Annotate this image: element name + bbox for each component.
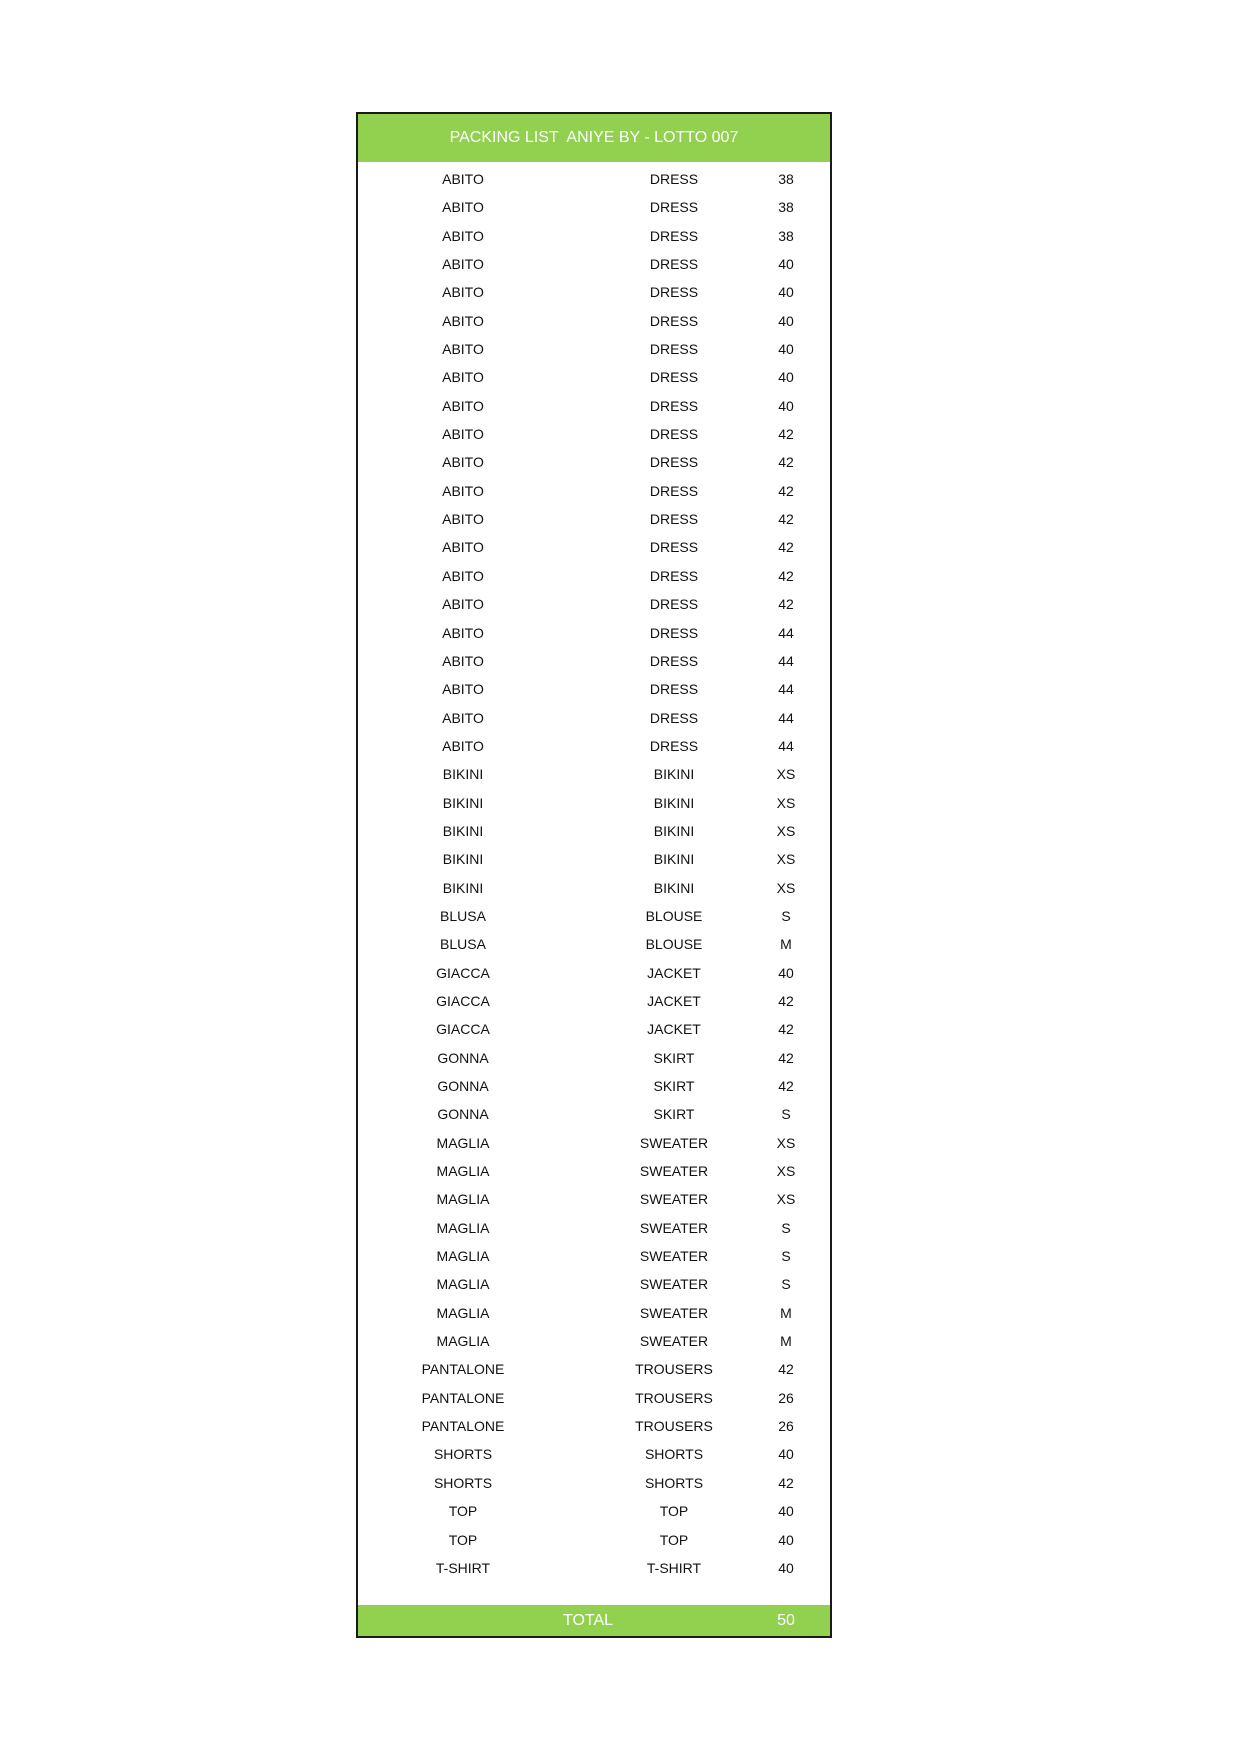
item-size: 40 <box>778 284 794 301</box>
item-name-en: SKIRT <box>653 1106 695 1123</box>
table-row <box>358 1270 830 1298</box>
item-size: 42 <box>778 1021 794 1038</box>
item-name-en: SWEATER <box>639 1163 709 1180</box>
item-name-en: BLOUSE <box>645 907 703 924</box>
table-row <box>358 335 830 363</box>
item-size: 40 <box>778 1446 794 1463</box>
table-row <box>358 533 830 561</box>
table-row <box>358 1100 830 1128</box>
item-size: 26 <box>778 1418 794 1435</box>
item-name-it: GIACCA <box>436 1021 490 1038</box>
item-name-it: BIKINI <box>442 822 484 839</box>
table-row <box>358 1129 830 1157</box>
item-size: 44 <box>778 737 794 754</box>
item-size: 38 <box>778 199 794 216</box>
table-row <box>358 760 830 788</box>
table-row <box>358 817 830 845</box>
table-row <box>358 987 830 1015</box>
item-size: 40 <box>778 1559 794 1576</box>
item-name-en: SWEATER <box>639 1304 709 1321</box>
item-name-it: MAGLIA <box>436 1248 490 1265</box>
item-name-en: DRESS <box>649 256 699 273</box>
item-name-en: DRESS <box>649 624 699 641</box>
table-row <box>358 902 830 930</box>
item-name-en: TROUSERS <box>635 1418 713 1435</box>
item-name-it: GIACCA <box>436 964 490 981</box>
item-name-en: DRESS <box>649 341 699 358</box>
item-name-en: DRESS <box>649 227 699 244</box>
item-name-en: DRESS <box>649 199 699 216</box>
item-name-it: MAGLIA <box>436 1191 490 1208</box>
table-row <box>358 193 830 221</box>
item-name-it: BIKINI <box>442 879 484 896</box>
table-row <box>358 477 830 505</box>
table-row <box>358 1044 830 1072</box>
table-row <box>358 392 830 420</box>
item-name-it: ABITO <box>442 369 484 386</box>
item-name-it: ABITO <box>442 652 484 669</box>
table-row <box>358 1157 830 1185</box>
table-row <box>358 959 830 987</box>
item-name-it: GIACCA <box>436 992 490 1009</box>
item-size: 42 <box>778 1474 794 1491</box>
item-name-en: TROUSERS <box>635 1389 713 1406</box>
item-name-en: SKIRT <box>653 1049 695 1066</box>
table-row <box>358 789 830 817</box>
item-name-it: ABITO <box>442 567 484 584</box>
table-row <box>358 1526 830 1554</box>
item-name-en: SWEATER <box>639 1134 709 1151</box>
item-size: 40 <box>778 964 794 981</box>
item-size: 42 <box>778 482 794 499</box>
table-row <box>358 420 830 448</box>
item-name-it: MAGLIA <box>436 1333 490 1350</box>
item-size: 42 <box>778 596 794 613</box>
table-row <box>358 1469 830 1497</box>
item-name-it: ABITO <box>442 171 484 187</box>
item-name-it: MAGLIA <box>436 1163 490 1180</box>
packing-list-title: PACKING LIST ANIYE BY - LOTTO 007 <box>358 114 830 162</box>
item-name-en: DRESS <box>649 681 699 698</box>
item-name-en: DRESS <box>649 284 699 301</box>
item-name-en: SWEATER <box>639 1333 709 1350</box>
item-size: XS <box>776 1163 796 1180</box>
packing-list-table <box>356 112 832 1638</box>
item-size: 42 <box>778 511 794 528</box>
table-row <box>358 165 830 193</box>
item-name-it: PANTALONE <box>421 1361 505 1378</box>
item-size: XS <box>776 1134 796 1151</box>
item-name-en: SHORTS <box>644 1474 704 1491</box>
item-name-en: DRESS <box>649 709 699 726</box>
table-row <box>358 307 830 335</box>
item-size: 42 <box>778 1361 794 1378</box>
item-name-it: ABITO <box>442 624 484 641</box>
item-size: 40 <box>778 1503 794 1520</box>
item-name-it: ABITO <box>442 284 484 301</box>
item-name-en: T-SHIRT <box>646 1559 702 1576</box>
item-size: S <box>781 1276 791 1293</box>
table-row <box>358 732 830 760</box>
table-row <box>358 1412 830 1440</box>
item-name-it: T-SHIRT <box>435 1559 491 1576</box>
item-size: M <box>780 936 792 953</box>
item-name-it: TOP <box>448 1503 478 1520</box>
table-row <box>358 845 830 873</box>
total-row <box>358 1605 830 1636</box>
item-name-it: ABITO <box>442 709 484 726</box>
item-name-it: MAGLIA <box>436 1219 490 1236</box>
item-name-en: DRESS <box>649 511 699 528</box>
item-size: 40 <box>778 341 794 358</box>
item-name-it: BLUSA <box>440 936 486 953</box>
item-size: 38 <box>778 171 794 187</box>
item-size: M <box>780 1333 792 1350</box>
item-name-it: ABITO <box>442 511 484 528</box>
table-row <box>358 1497 830 1525</box>
item-name-it: ABITO <box>442 482 484 499</box>
item-name-it: MAGLIA <box>436 1276 490 1293</box>
item-size: XS <box>776 766 796 783</box>
item-name-en: BIKINI <box>653 851 695 868</box>
table-row <box>358 930 830 958</box>
table-row <box>358 1015 830 1043</box>
item-name-en: TROUSERS <box>635 1361 713 1378</box>
item-name-it: PANTALONE <box>421 1418 505 1435</box>
item-name-it: BLUSA <box>440 907 486 924</box>
item-name-it: MAGLIA <box>436 1304 490 1321</box>
item-size: S <box>781 907 791 924</box>
item-name-en: BIKINI <box>653 879 695 896</box>
item-name-it: ABITO <box>442 539 484 556</box>
item-size: XS <box>776 851 796 868</box>
item-size: 44 <box>778 624 794 641</box>
table-row <box>358 675 830 703</box>
table-row <box>358 1327 830 1355</box>
item-name-en: DRESS <box>649 397 699 414</box>
table-row <box>358 647 830 675</box>
item-name-it: GONNA <box>437 1078 489 1094</box>
item-name-en: SKIRT <box>653 1078 695 1094</box>
table-row <box>358 448 830 476</box>
table-row <box>358 1299 830 1327</box>
table-row <box>358 874 830 902</box>
item-name-it: MAGLIA <box>436 1134 490 1151</box>
table-row <box>358 704 830 732</box>
item-name-it: ABITO <box>442 199 484 216</box>
table-row <box>358 1355 830 1383</box>
item-name-it: ABITO <box>442 737 484 754</box>
item-name-en: SWEATER <box>639 1219 709 1236</box>
item-name-it: ABITO <box>442 312 484 329</box>
item-name-it: SHORTS <box>433 1474 493 1491</box>
item-size: 42 <box>778 567 794 584</box>
item-name-it: TOP <box>448 1531 478 1548</box>
item-size: S <box>781 1106 791 1123</box>
item-size: 42 <box>778 539 794 556</box>
item-name-it: GONNA <box>437 1049 489 1066</box>
table-row <box>358 278 830 306</box>
table-row <box>358 1072 830 1100</box>
item-name-en: JACKET <box>647 964 701 981</box>
item-name-en: SWEATER <box>639 1276 709 1293</box>
item-name-en: DRESS <box>649 737 699 754</box>
item-name-en: SHORTS <box>644 1446 704 1463</box>
item-name-it: ABITO <box>442 227 484 244</box>
item-name-en: DRESS <box>649 652 699 669</box>
item-name-it: ABITO <box>442 256 484 273</box>
table-row <box>358 363 830 391</box>
item-name-en: DRESS <box>649 454 699 471</box>
item-size: XS <box>776 1191 796 1208</box>
table-row <box>358 1554 830 1582</box>
table-row <box>358 1384 830 1412</box>
item-size: 44 <box>778 681 794 698</box>
item-name-en: JACKET <box>647 1021 701 1038</box>
item-size: 42 <box>778 992 794 1009</box>
table-row <box>358 562 830 590</box>
item-size: 42 <box>778 426 794 443</box>
item-name-it: ABITO <box>442 681 484 698</box>
item-name-it: BIKINI <box>442 766 484 783</box>
item-size: XS <box>776 879 796 896</box>
item-name-en: DRESS <box>649 596 699 613</box>
item-rows <box>358 165 830 1582</box>
item-size: 42 <box>778 454 794 471</box>
item-name-en: BIKINI <box>653 794 695 811</box>
item-size: 44 <box>778 709 794 726</box>
item-name-en: DRESS <box>649 567 699 584</box>
item-name-en: DRESS <box>649 482 699 499</box>
table-row <box>358 1440 830 1468</box>
item-size: 26 <box>778 1389 794 1406</box>
item-name-it: ABITO <box>442 596 484 613</box>
table-row <box>358 250 830 278</box>
item-name-en: TOP <box>659 1531 689 1548</box>
item-name-en: TOP <box>659 1503 689 1520</box>
item-name-en: BLOUSE <box>645 936 703 953</box>
table-row <box>358 222 830 250</box>
item-name-it: ABITO <box>442 426 484 443</box>
table-row <box>358 619 830 647</box>
item-name-it: SHORTS <box>433 1446 493 1463</box>
table-row <box>358 590 830 618</box>
item-name-it: ABITO <box>442 341 484 358</box>
table-row <box>358 505 830 533</box>
item-size: XS <box>776 822 796 839</box>
item-name-it: GONNA <box>437 1106 489 1123</box>
item-size: 38 <box>778 227 794 244</box>
item-size: S <box>781 1219 791 1236</box>
item-name-it: BIKINI <box>442 794 484 811</box>
item-name-en: DRESS <box>649 171 699 187</box>
item-name-it: PANTALONE <box>421 1389 505 1406</box>
table-row <box>358 1185 830 1213</box>
item-size: 42 <box>778 1049 794 1066</box>
item-size: 40 <box>778 369 794 386</box>
item-size: 44 <box>778 652 794 669</box>
item-name-en: BIKINI <box>653 766 695 783</box>
item-name-it: ABITO <box>442 397 484 414</box>
item-name-it: ABITO <box>442 454 484 471</box>
table-row <box>358 1242 830 1270</box>
item-name-it: BIKINI <box>442 851 484 868</box>
total-value: 50 <box>777 1612 795 1629</box>
item-size: 40 <box>778 1531 794 1548</box>
item-size: M <box>780 1304 792 1321</box>
item-size: S <box>781 1248 791 1265</box>
item-name-en: BIKINI <box>653 822 695 839</box>
item-size: 40 <box>778 312 794 329</box>
item-name-en: DRESS <box>649 312 699 329</box>
item-size: XS <box>776 794 796 811</box>
item-size: 40 <box>778 256 794 273</box>
item-name-en: DRESS <box>649 539 699 556</box>
item-name-en: DRESS <box>649 426 699 443</box>
item-name-en: JACKET <box>647 992 701 1009</box>
item-size: 40 <box>778 397 794 414</box>
item-size: 42 <box>778 1078 794 1094</box>
item-name-en: DRESS <box>649 369 699 386</box>
table-row <box>358 1214 830 1242</box>
total-label: TOTAL <box>562 1612 614 1629</box>
item-name-en: SWEATER <box>639 1248 709 1265</box>
item-name-en: SWEATER <box>639 1191 709 1208</box>
